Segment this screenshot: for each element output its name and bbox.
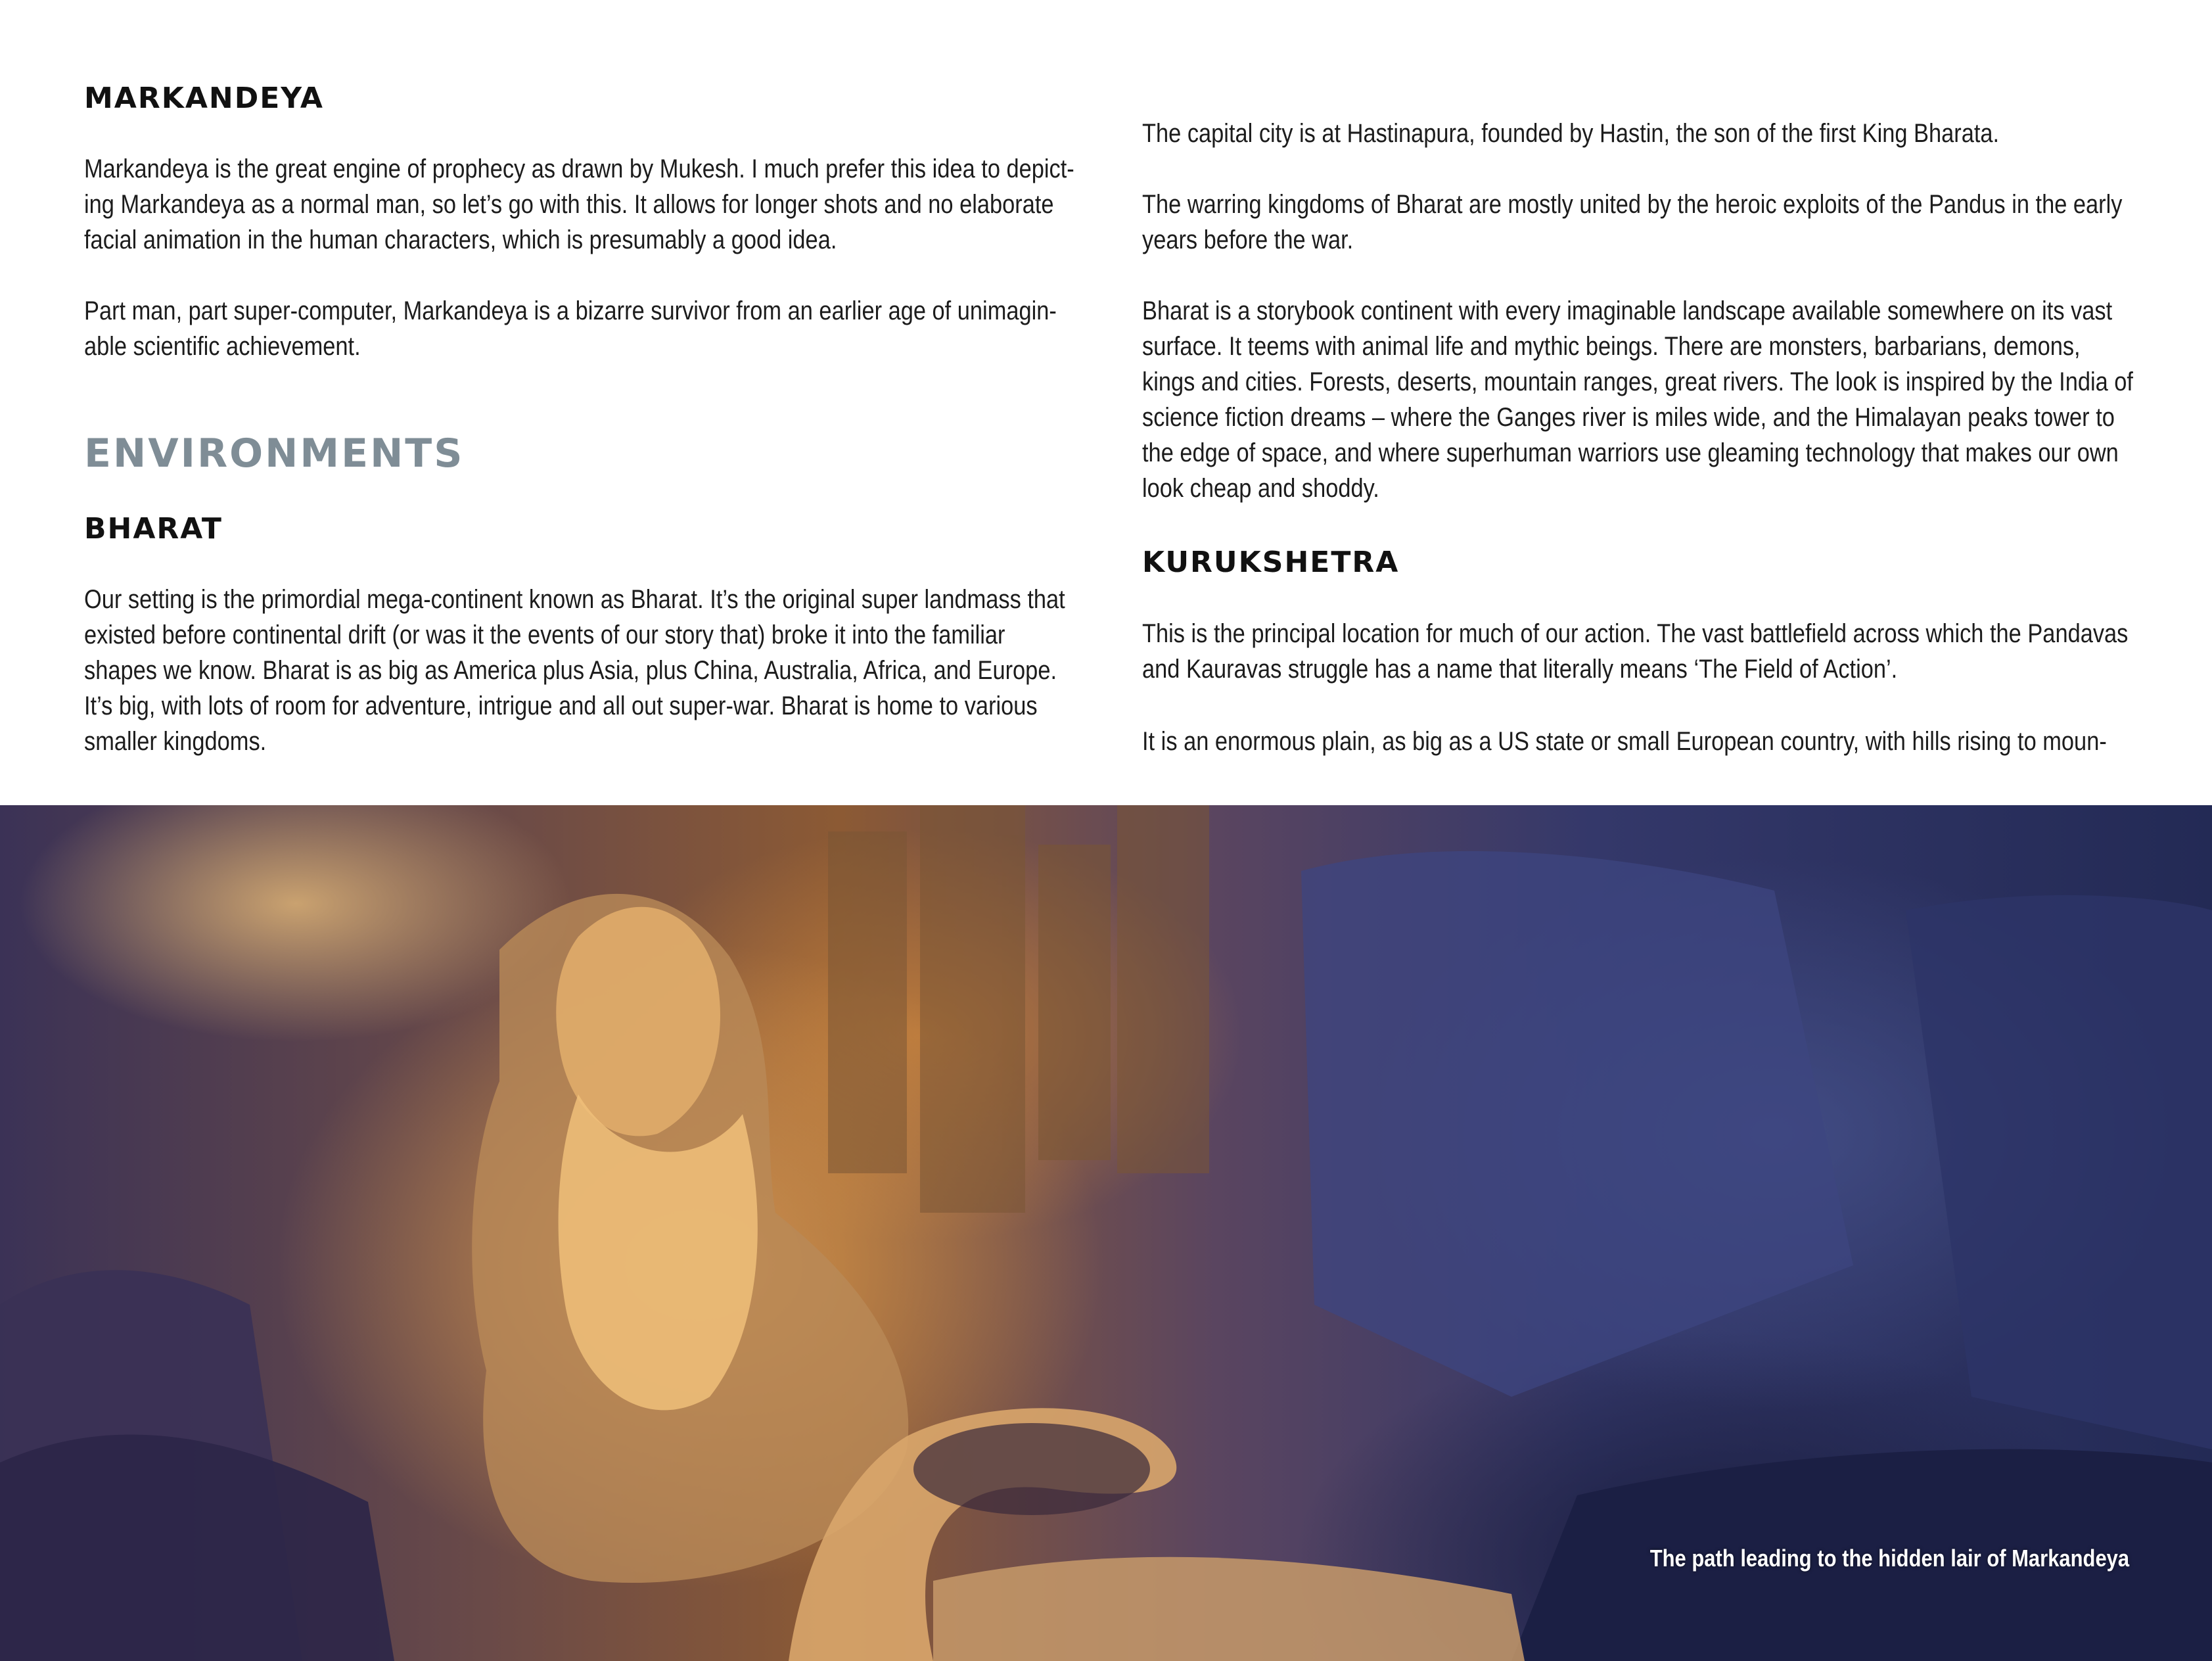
pit xyxy=(913,1423,1150,1515)
text-line: The capital city is at Hastinapura, founded by Hastin, the son of the first King Bharata. xyxy=(1142,119,2000,148)
text-line: years before the war. xyxy=(1142,225,1354,254)
text-line: look cheap and shoddy. xyxy=(1142,474,1379,503)
heading-environments: ENVIRONMENTS xyxy=(84,431,465,477)
paragraph-markandeya-2 xyxy=(84,293,1090,364)
text-line: shapes we know. Bharat is as big as America plus Asia, plus China, Australia, Africa, and Europe. xyxy=(84,656,1057,685)
text-line: surface. It teems with animal life and mythic beings. There are monsters, barbarians, demons, xyxy=(1142,332,2081,361)
text-line: Bharat is a storybook continent with every imaginable landscape available somewhere on its vast xyxy=(1142,296,2113,325)
heading-bharat: BHARAT xyxy=(84,512,223,546)
heading-kurukshetra: KURUKSHETRA xyxy=(1142,546,1400,579)
text-line: smaller kingdoms. xyxy=(84,727,267,756)
illustration-markandeya-lair xyxy=(0,805,2212,1661)
text-line: Markandeya is the great engine of prophecy as drawn by Mukesh. I much prefer this idea to depict- xyxy=(84,154,1074,183)
text-line: kings and cities. Forests, deserts, mountain ranges, great rivers. The look is inspired by the India of xyxy=(1142,367,2133,396)
paragraph-capital xyxy=(1142,116,2148,151)
left-rock xyxy=(0,1434,394,1661)
text-line: facial animation in the human characters, which is presumably a good idea. xyxy=(84,225,837,254)
paragraph-markandeya-1 xyxy=(84,151,1090,258)
text-line: It is an enormous plain, as big as a US state or small European country, with hills rising to moun- xyxy=(1142,727,2107,756)
text-line: science fiction dreams – where the Ganges river is miles wide, and the Himalayan peaks tower to xyxy=(1142,403,2115,432)
city-towers xyxy=(828,805,1209,1213)
illustration-artwork xyxy=(0,805,2212,1661)
text-line: It’s big, with lots of room for adventure, intrigue and all out super-war. Bharat is home to various xyxy=(84,691,1038,720)
paragraph-storybook-continent xyxy=(1142,293,2148,506)
text-line: The warring kingdoms of Bharat are mostly united by the heroic exploits of the Pandus in the early xyxy=(1142,190,2123,219)
text-line: ing Markandeya as a normal man, so let’s go with this. It allows for longer shots and no elaborate xyxy=(84,190,1054,219)
text-line: Our setting is the primordial mega-continent known as Bharat. It’s the original super landmass that xyxy=(84,585,1065,614)
heading-markandeya: MARKANDEYA xyxy=(84,82,324,115)
text-line: the edge of space, and where superhuman warriors use gleaming technology that makes our own xyxy=(1142,438,2119,467)
paragraph-bharat-1 xyxy=(84,582,1090,759)
path-walkway xyxy=(933,1557,1525,1661)
text-line: and Kauravas struggle has a name that literally means ‘The Field of Action’. xyxy=(1142,655,1898,684)
right-cliff xyxy=(1301,851,1853,1397)
text-line: This is the principal location for much of our action. The vast battlefield across which the Pandavas xyxy=(1142,619,2129,648)
far-right-cliff xyxy=(1906,895,2212,1449)
paragraph-kurukshetra-2 xyxy=(1142,724,2148,759)
text-line: Part man, part super-computer, Markandeya is a bizarre survivor from an earlier age of unimagin- xyxy=(84,296,1057,325)
illustration-caption: The path leading to the hidden lair of Markandeya xyxy=(1649,1545,2129,1572)
paragraph-kurukshetra-1 xyxy=(1142,616,2148,687)
paragraph-warring-kingdoms xyxy=(1142,187,2148,258)
text-line: existed before continental drift (or was it the events of our story that) broke it into the familiar xyxy=(84,620,1005,649)
text-line: able scientific achievement. xyxy=(84,332,361,361)
